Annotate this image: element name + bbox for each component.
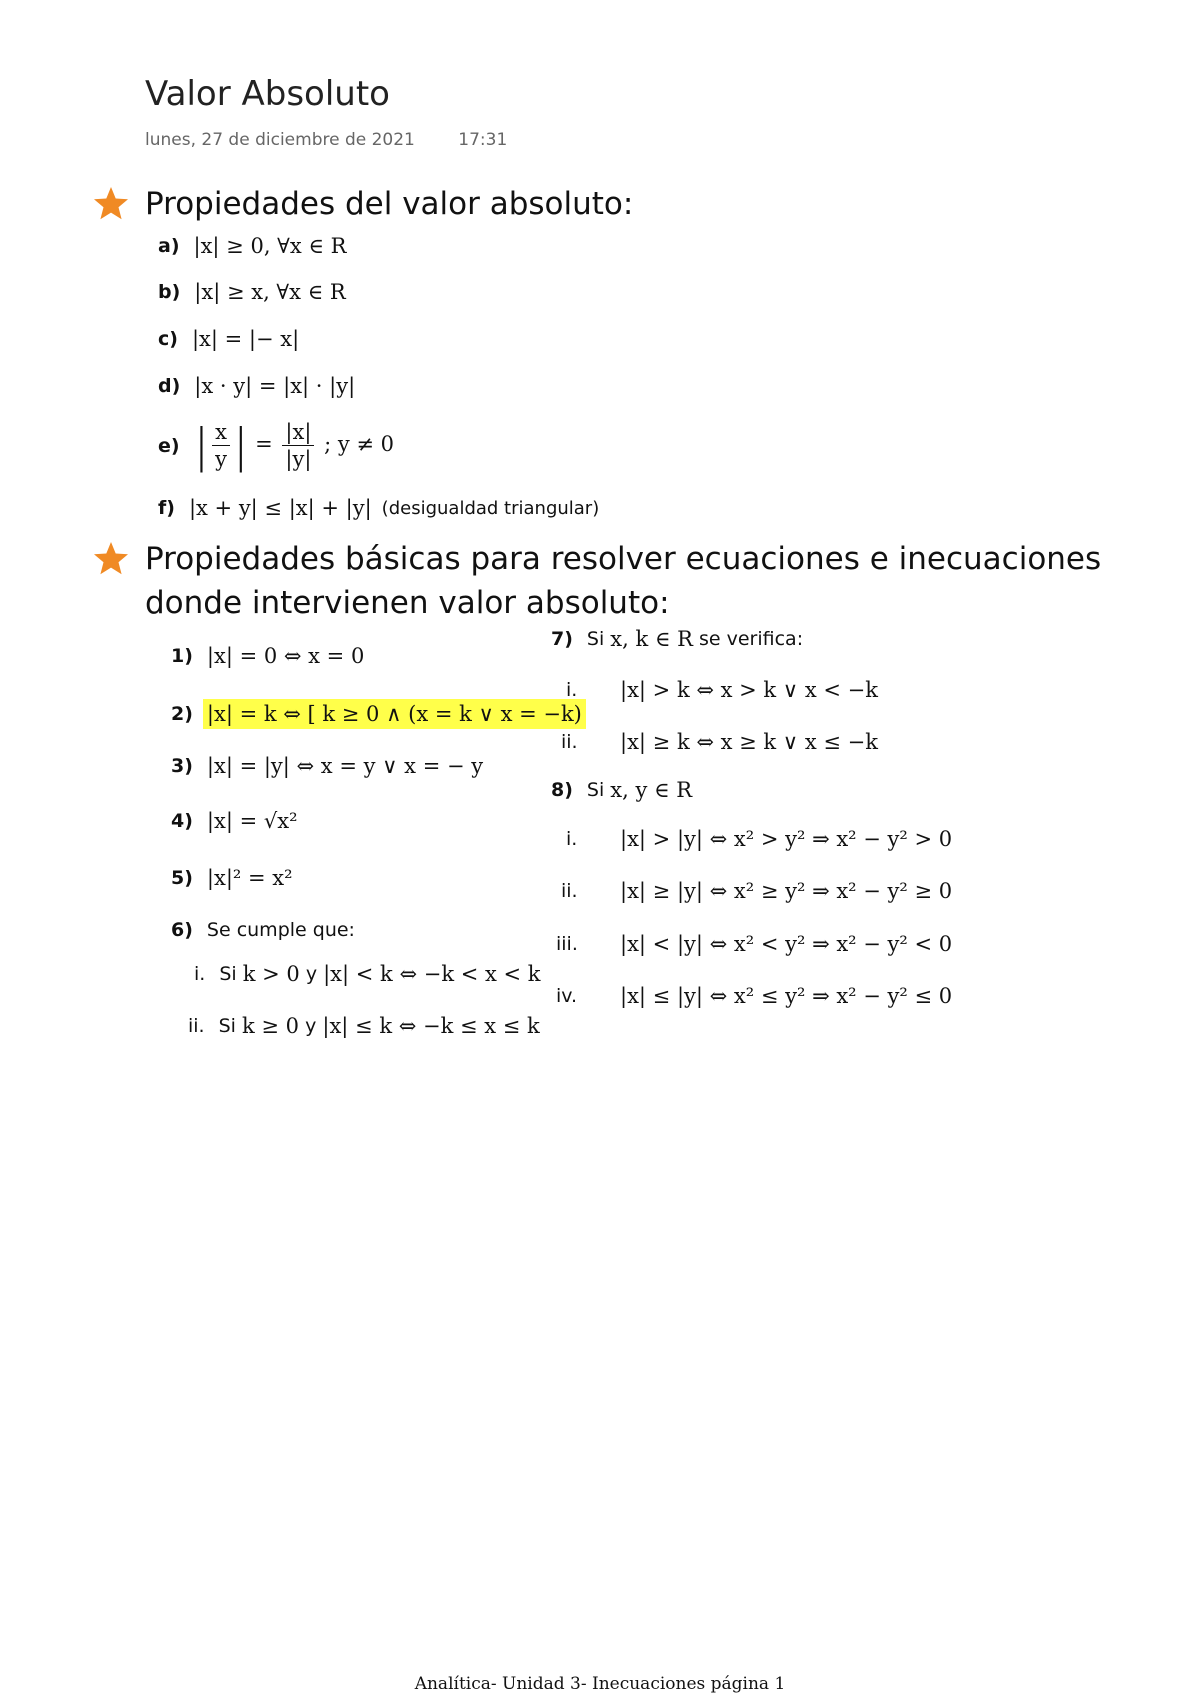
rule-item <box>171 644 364 668</box>
item-label: 3) <box>171 755 193 777</box>
formula: |x| < |y| ⇔ x² < y² ⇒ x² − y² < 0 <box>620 932 953 956</box>
item-label: f) <box>158 497 175 519</box>
formula: |x| ≥ x, ∀x ∈ R <box>194 280 346 304</box>
sub-rule-item <box>188 1014 540 1038</box>
property-item <box>158 327 299 351</box>
item-label: 5) <box>171 867 193 889</box>
heading-line: Propiedades básicas para resolver ecuaciones e inecuaciones <box>145 541 1102 577</box>
item-label: ii. <box>188 1015 205 1037</box>
section-heading <box>145 537 1101 625</box>
item-label: d) <box>158 375 181 397</box>
item-pre: Si <box>586 628 605 650</box>
property-item <box>158 420 394 471</box>
formula: x, y ∈ R <box>610 778 693 802</box>
sub-rule-item <box>194 962 541 986</box>
fraction-formula: | $\frac{x}{y}$ | = $\frac{|x|}{|y|}$ ; y ≠ 0 <box>193 418 395 473</box>
item-note: (desigualdad triangular) <box>381 497 600 519</box>
sub-rule-item <box>566 678 878 702</box>
sub-rule-item <box>566 827 952 851</box>
numerator: x <box>212 420 230 446</box>
item-label: c) <box>158 328 178 350</box>
item-pre: Si <box>218 1015 236 1037</box>
formula: |x| ≤ k ⇔ −k ≤ x ≤ k <box>322 1014 540 1038</box>
formula: |x|² = x² <box>206 866 293 890</box>
abs-bar-right: | <box>232 418 249 473</box>
formula: |x| = 0 ⇔ x = 0 <box>206 644 365 668</box>
sub-rule-item <box>561 879 952 903</box>
rule-item <box>171 754 483 778</box>
formula: k > 0 <box>242 962 300 986</box>
item-label: e) <box>158 434 180 457</box>
formula: |x + y| ≤ |x| + |y| <box>188 496 372 520</box>
item-label: iv. <box>556 985 578 1007</box>
formula: |x| ≥ |y| ⇔ x² ≥ y² ⇒ x² − y² ≥ 0 <box>620 879 953 903</box>
rule-item <box>551 778 692 802</box>
item-label: 8) <box>551 779 573 801</box>
item-label: i. <box>566 828 578 850</box>
section-heading: Propiedades del valor absoluto: <box>145 186 634 222</box>
formula: |x| ≥ k ⇔ x ≥ k ∨ x ≤ −k <box>620 730 878 754</box>
denominator: y <box>215 447 227 471</box>
property-item <box>158 496 599 520</box>
page-time: 17:31 <box>458 130 508 150</box>
rule-item <box>171 699 586 729</box>
item-label: a) <box>158 235 180 257</box>
numerator: |x| <box>282 420 314 446</box>
rule-item <box>171 866 293 890</box>
property-item <box>158 234 346 258</box>
page-footer: Analítica- Unidad 3- Inecuaciones página 1 <box>414 1674 786 1694</box>
fraction-left <box>212 420 230 471</box>
formula: |x| ≤ |y| ⇔ x² ≤ y² ⇒ x² − y² ≤ 0 <box>620 984 953 1008</box>
item-label: b) <box>158 281 181 303</box>
item-label: iii. <box>556 933 578 955</box>
sub-rule-item <box>556 932 952 956</box>
property-item <box>158 374 355 398</box>
item-pre: Si <box>219 963 237 985</box>
item-label: ii. <box>561 731 578 753</box>
item-label: 7) <box>551 628 573 650</box>
rule-item <box>171 919 355 941</box>
item-pre: Si <box>586 779 605 801</box>
formula: x, k ∈ R <box>610 627 693 651</box>
fraction-right <box>282 420 314 471</box>
formula: |x| < k ⇔ −k < x < k <box>323 962 541 986</box>
formula: |x · y| = |x| · |y| <box>194 374 356 398</box>
sub-rule-item <box>556 984 952 1008</box>
sub-rule-item <box>561 730 878 754</box>
item-label: i. <box>194 963 206 985</box>
page-timestamp <box>145 130 507 150</box>
denominator: |y| <box>285 447 312 471</box>
star-icon <box>91 539 131 579</box>
property-item <box>158 280 346 304</box>
item-label: ii. <box>561 880 578 902</box>
formula: |x| = |y| ⇔ x = y ∨ x = − y <box>206 754 484 778</box>
item-mid: y <box>305 1015 317 1037</box>
condition: ; y ≠ 0 <box>324 432 395 456</box>
item-label: 6) <box>171 919 193 941</box>
item-mid: y <box>305 963 318 985</box>
heading-line: donde intervienen valor absoluto: <box>145 585 670 621</box>
formula: |x| ≥ 0, ∀x ∈ R <box>193 234 347 258</box>
formula: |x| = √x² <box>206 809 298 833</box>
rule-item <box>171 809 298 833</box>
item-text: Se cumple que: <box>206 919 355 941</box>
item-label: 2) <box>171 703 193 725</box>
star-icon <box>91 184 131 224</box>
item-label: 4) <box>171 810 193 832</box>
rule-item <box>551 627 803 651</box>
item-label: 1) <box>171 645 193 667</box>
page-title: Valor Absoluto <box>145 74 390 114</box>
formula: |x| > k ⇔ x > k ∨ x < −k <box>620 678 878 702</box>
item-label: i. <box>566 679 578 701</box>
formula: |x| > |y| ⇔ x² > y² ⇒ x² − y² > 0 <box>620 827 953 851</box>
highlighted-formula: |x| = k ⇔ [ k ≥ 0 ∧ (x = k ∨ x = −k) <box>203 699 586 729</box>
item-post: se verifica: <box>698 628 804 650</box>
formula: k ≥ 0 <box>242 1014 300 1038</box>
formula: |x| = |− x| <box>191 327 300 351</box>
abs-bar-left: | <box>193 418 210 473</box>
page-date: lunes, 27 de diciembre de 2021 <box>145 130 415 150</box>
